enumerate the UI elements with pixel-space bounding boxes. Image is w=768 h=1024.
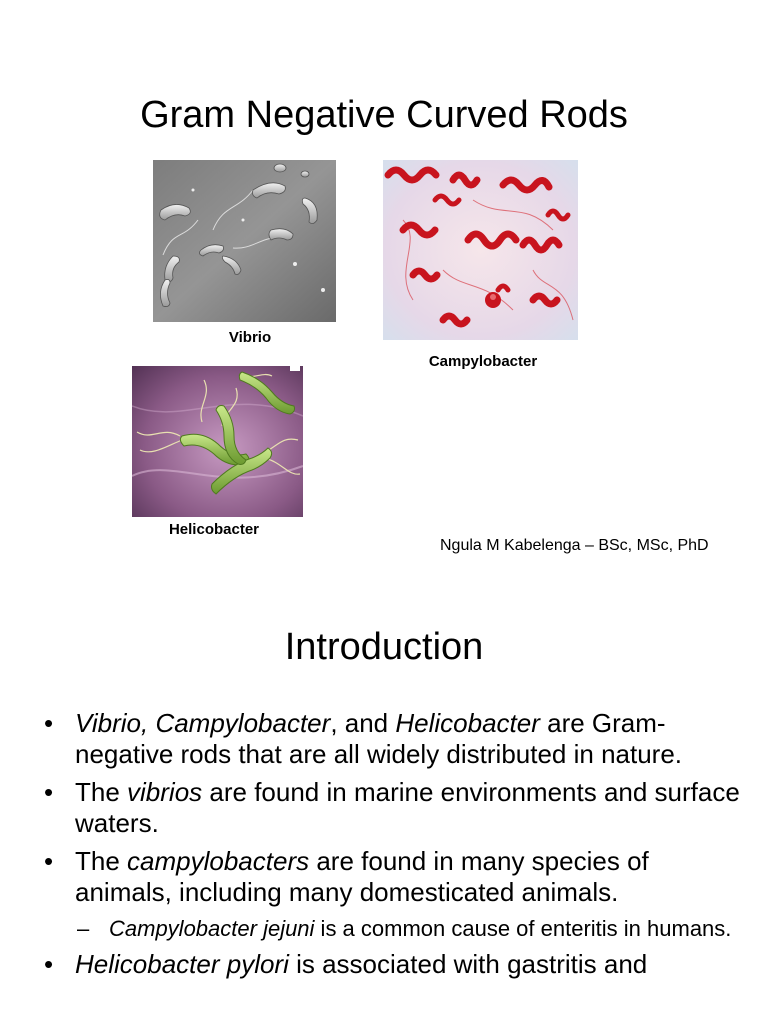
bullet-text: The campylobacters are found in many species of animals, including many domesticated animals. — [75, 846, 649, 907]
bullet-item — [44, 708, 744, 770]
dash-icon: – — [77, 916, 90, 941]
vibrio-caption: Vibrio — [228, 329, 272, 346]
slide-title: Gram Negative Curved Rods — [140, 94, 628, 136]
bullet-item — [44, 949, 744, 980]
bullet-text: Vibrio, Campylobacter, and Helicobacter are Gram-negative rods that are all widely distributed in nature. — [75, 708, 683, 769]
sub-bullet-item — [44, 915, 744, 942]
campylobacter-image — [383, 160, 578, 340]
bullet-dot-icon: • — [44, 777, 54, 807]
author-credit: Ngula M Kabelenga – BSc, MSc, PhD — [440, 537, 709, 554]
section-title: Introduction — [284, 626, 484, 668]
vibrio-image — [153, 160, 336, 322]
bullet-item — [44, 777, 744, 839]
campylobacter-caption: Campylobacter — [428, 353, 538, 370]
bullet-dot-icon: • — [44, 708, 54, 738]
bullet-item — [44, 846, 744, 908]
sub-bullet-text: Campylobacter jejuni is a common cause of enteritis in humans. — [109, 916, 732, 941]
helicobacter-image — [132, 366, 303, 517]
bullet-dot-icon: • — [44, 949, 54, 979]
helicobacter-caption: Helicobacter — [168, 521, 260, 538]
bullet-text: The vibrios are found in marine environments and surface waters. — [75, 777, 740, 838]
bullet-list — [44, 708, 744, 987]
bullet-text: Helicobacter pylori is associated with gastritis and — [75, 949, 648, 979]
bullet-dot-icon: • — [44, 846, 54, 876]
